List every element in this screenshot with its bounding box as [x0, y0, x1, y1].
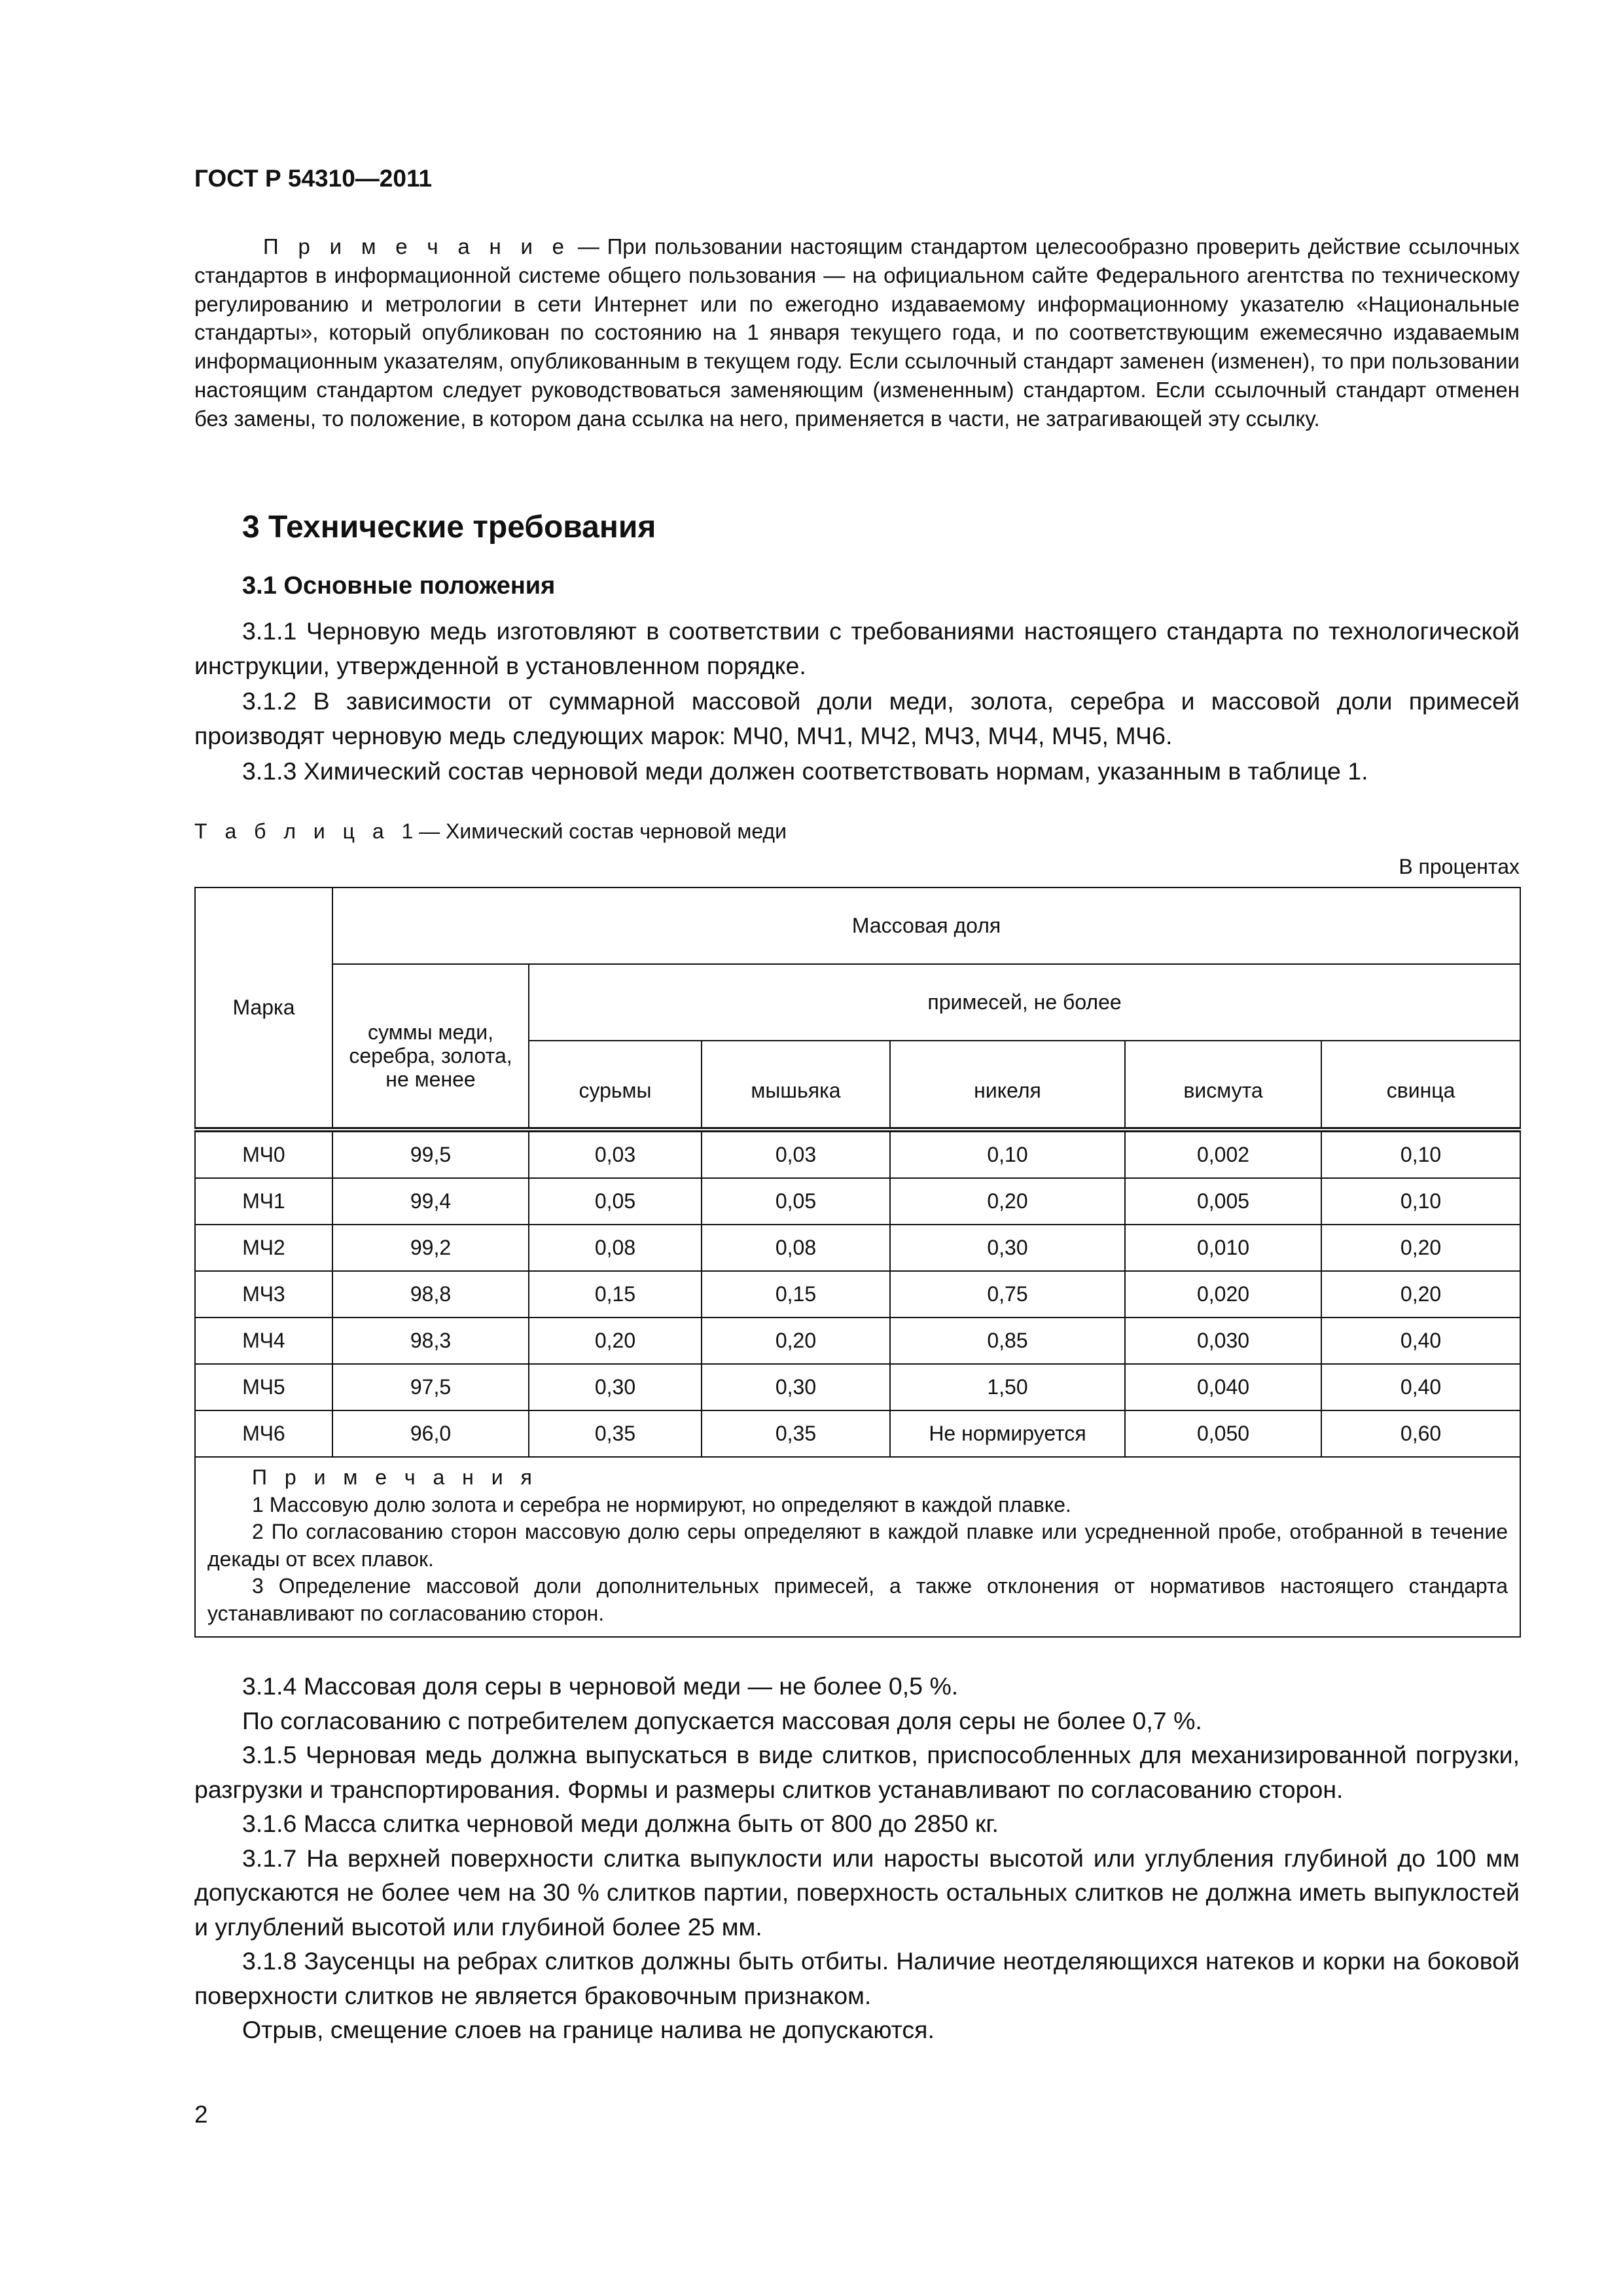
table-note: 3 Определение массовой доли дополнительных примесей, а также отклонения от нормативов настоящего стандарта устанавливают по согласованию сторон.: [207, 1574, 1508, 1625]
value-cell: 99,2: [332, 1225, 529, 1271]
value-cell: 0,030: [1125, 1318, 1321, 1364]
value-cell: 0,10: [890, 1130, 1125, 1178]
value-cell: 0,03: [529, 1130, 702, 1178]
value-cell: 0,75: [890, 1271, 1125, 1318]
value-cell: 0,05: [702, 1178, 890, 1225]
header-mass-fraction: Массовая доля: [332, 888, 1520, 964]
paragraph: 3.1.1 Черновую медь изготовляют в соответствии с требованиями настоящего стандарта по технологической инструкции, утвержденной в установленном порядке.: [194, 617, 1520, 679]
value-cell: 0,20: [529, 1318, 702, 1364]
header-sum: суммы меди, серебра, золота, не менее: [332, 964, 529, 1130]
table-row: [195, 1318, 1520, 1364]
value-cell: 0,08: [702, 1225, 890, 1271]
paragraph: 3.1.6 Масса слитка черновой меди должна быть от 800 до 2850 кг.: [242, 1810, 999, 1837]
caption-text: 1 — Химический состав черновой меди: [389, 819, 787, 843]
table-row: [195, 1271, 1520, 1318]
value-cell: 0,85: [890, 1318, 1125, 1364]
table-row: [195, 1364, 1520, 1410]
page-number: 2: [194, 2101, 208, 2128]
section-paragraphs: [194, 614, 1520, 789]
grade-cell: МЧ3: [195, 1271, 332, 1318]
value-cell: 0,20: [1321, 1225, 1520, 1271]
value-cell: 0,60: [1321, 1410, 1520, 1457]
grade-cell: МЧ2: [195, 1225, 332, 1271]
table-row: [195, 1410, 1520, 1457]
value-cell: 0,03: [702, 1130, 890, 1178]
value-cell: 98,8: [332, 1271, 529, 1318]
table-row: [195, 1225, 1520, 1271]
paragraph: 3.1.2 В зависимости от суммарной массовой доли меди, золота, серебра и массовой доли примесей производят черновую медь следующих марок: МЧ0, МЧ1, МЧ2, МЧ3, МЧ4, МЧ5, МЧ6.: [194, 687, 1520, 749]
value-cell: 0,30: [890, 1225, 1125, 1271]
section-title: 3 Технические требования: [242, 510, 656, 545]
value-cell: 0,050: [1125, 1410, 1321, 1457]
value-cell: 0,08: [529, 1225, 702, 1271]
paragraph: Отрыв, смещение слоев на границе налива не допускаются.: [242, 2016, 935, 2043]
value-cell: 0,15: [529, 1271, 702, 1318]
header-col: свинца: [1321, 1041, 1520, 1130]
paragraph: 3.1.8 Заусенцы на ребрах слитков должны быть отбиты. Наличие неотделяющихся натеков и корки на боковой поверхности слитков не является браковочным признаком.: [194, 1947, 1520, 2009]
header-col: висмута: [1125, 1041, 1321, 1130]
value-cell: 99,5: [332, 1130, 529, 1178]
value-cell: 0,05: [529, 1178, 702, 1225]
notes-title: П р и м е ч а н и я: [252, 1465, 538, 1489]
value-cell: Не нормируется: [890, 1410, 1125, 1457]
paragraph: 3.1.3 Химический состав черновой меди должен соответствовать нормам, указанным в таблице 1.: [242, 757, 1368, 785]
value-cell: 99,4: [332, 1178, 529, 1225]
composition-table: [194, 887, 1521, 1638]
grade-cell: МЧ4: [195, 1318, 332, 1364]
grade-cell: МЧ6: [195, 1410, 332, 1457]
header-col: сурьмы: [529, 1041, 702, 1130]
table-caption: [194, 819, 787, 844]
value-cell: 96,0: [332, 1410, 529, 1457]
table-note: 2 По согласованию сторон массовую долю серы определяют в каждой плавке или усредненной пробе, отобранной в течение декады от всех плавок.: [207, 1520, 1508, 1571]
paragraph: 3.1.7 На верхней поверхности слитка выпуклости или наросты высотой или углубления глубиной до 100 мм допускаются не более чем на 30 % слитков партии, поверхность остальных слитков не должна иметь выпуклостей и углублений высотой или глубиной более 25 мм.: [194, 1844, 1520, 1941]
value-cell: 0,10: [1321, 1130, 1520, 1178]
header-col: никеля: [890, 1041, 1125, 1130]
value-cell: 98,3: [332, 1318, 529, 1364]
table-unit: В процентах: [1399, 855, 1520, 878]
value-cell: 0,30: [702, 1364, 890, 1410]
value-cell: 0,10: [1321, 1178, 1520, 1225]
value-cell: 0,040: [1125, 1364, 1321, 1410]
value-cell: 97,5: [332, 1364, 529, 1410]
table-row: [195, 1130, 1520, 1178]
note-text: — При пользовании настоящим стандартом целесообразно проверить действие ссылочных стандартов в информационной системе общего пользования — на официальном сайте Федерального агентства по техническому регулированию и метрологии в сети Интернет или по ежегодно издаваемому информационному указателю «Национальные стандарты», который опубликован по состоянию на 1 января текущего года, и по соответствующим ежемесячно издаваемым информационным указателям, опубликованным в текущем году. Если ссылочный стандарт заменен (изменен), то при пользовании настоящим стандартом следует руководствоваться заменяющим (измененным) стандартом. Если ссылочный стандарт отменен без замены, то положение, в котором дана ссылка на него, применяется в части, не затрагивающей эту ссылку.: [194, 234, 1520, 431]
value-cell: 0,20: [1321, 1271, 1520, 1318]
value-cell: 0,20: [890, 1178, 1125, 1225]
value-cell: 0,40: [1321, 1318, 1520, 1364]
table-row: [195, 1178, 1520, 1225]
reference-note: [194, 232, 1520, 433]
value-cell: 0,002: [1125, 1130, 1321, 1178]
grade-cell: МЧ0: [195, 1130, 332, 1178]
grade-cell: МЧ1: [195, 1178, 332, 1225]
value-cell: 0,40: [1321, 1364, 1520, 1410]
note-label: П р и м е ч а н и е: [263, 234, 571, 259]
value-cell: 0,15: [702, 1271, 890, 1318]
value-cell: 0,35: [702, 1410, 890, 1457]
table-notes: [195, 1457, 1520, 1637]
grade-cell: МЧ5: [195, 1364, 332, 1410]
after-table-paragraphs: [194, 1669, 1520, 2047]
header-impurities: примесей, не более: [529, 964, 1520, 1041]
subsection-title: 3.1 Основные положения: [242, 572, 556, 600]
value-cell: 0,020: [1125, 1271, 1321, 1318]
value-cell: 0,30: [529, 1364, 702, 1410]
value-cell: 0,20: [702, 1318, 890, 1364]
value-cell: 0,010: [1125, 1225, 1321, 1271]
value-cell: 0,35: [529, 1410, 702, 1457]
header-col: мышьяка: [702, 1041, 890, 1130]
value-cell: 0,005: [1125, 1178, 1321, 1225]
paragraph: 3.1.5 Черновая медь должна выпускаться в виде слитков, приспособленных для механизированной погрузки, разгрузки и транспортирования. Формы и размеры слитков устанавливают по согласованию сторон.: [194, 1741, 1520, 1803]
value-cell: 1,50: [890, 1364, 1125, 1410]
table-note: 1 Массовую долю золота и серебра не нормируют, но определяют в каждой плавке.: [252, 1492, 1071, 1516]
caption-label: Т а б л и ц а: [194, 819, 390, 843]
header-grade: Марка: [195, 888, 332, 1130]
paragraph: По согласованию с потребителем допускается массовая доля серы не более 0,7 %.: [242, 1706, 1202, 1734]
paragraph: 3.1.4 Массовая доля серы в черновой меди — не более 0,5 %.: [242, 1672, 959, 1700]
document-header: ГОСТ Р 54310—2011: [194, 165, 433, 192]
